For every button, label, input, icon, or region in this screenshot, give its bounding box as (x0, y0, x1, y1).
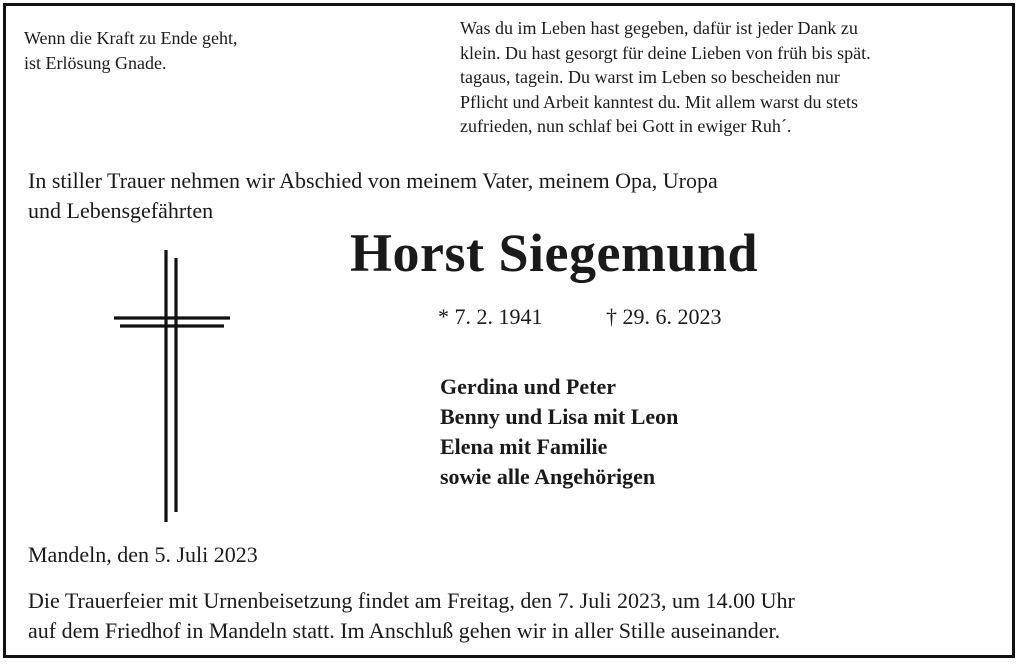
verse-right: Was du im Leben hast gegeben, dafür ist jeder Dank zu klein. Du hast gesorgt für deine Lieben von früh bis spät. tagaus, tagein. Du warst im Leben so bescheiden nur Pflicht und Arbeit kanntest du. Mit allem warst du stets zufrieden, nun schlaf bei Gott in ewiger Ruh´. (460, 18, 871, 136)
cross-icon (112, 250, 234, 522)
mourner-entry: Elena mit Familie (440, 434, 608, 459)
deceased-name: Horst Siegemund (350, 223, 759, 283)
verse-left: Wenn die Kraft zu Ende geht, ist Erlösung Gnade. (24, 28, 238, 73)
funeral-notice: Die Trauerfeier mit Urnenbeisetzung findet am Freitag, den 7. Juli 2023, um 14.00 Uhr auf dem Friedhof in Mandeln statt. Im Anschluß gehen wir in aller Stille auseinander. (28, 588, 795, 643)
birth-date: * 7. 2. 1941 (438, 304, 543, 329)
death-date: † 29. 6. 2023 (606, 304, 722, 329)
mourner-entry: sowie alle Angehörigen (440, 464, 656, 489)
mourners-list (440, 372, 678, 492)
mourner-entry: Benny und Lisa mit Leon (440, 404, 679, 429)
place-date: Mandeln, den 5. Juli 2023 (28, 542, 258, 567)
mourner-entry: Gerdina und Peter (440, 374, 616, 399)
mourning-intro: In stiller Trauer nehmen wir Abschied von meinem Vater, meinem Opa, Uropa und Lebensgefährten (28, 168, 718, 223)
